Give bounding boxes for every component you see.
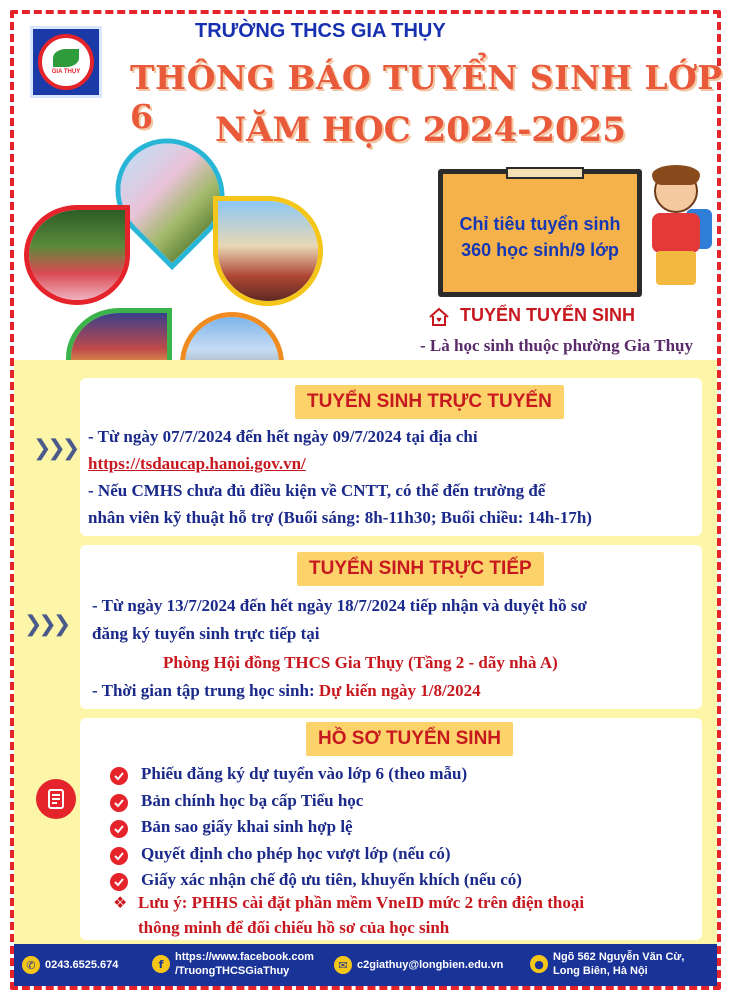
direct-location: Phòng Hội đồng THCS Gia Thụy (Tầng 2 - dãy nhà A) (163, 653, 558, 672)
registration-link[interactable]: https://tsdaucap.hanoi.gov.vn/ (88, 454, 306, 473)
check-icon (110, 767, 128, 785)
house-icon (428, 306, 450, 328)
email-icon: ✉ (334, 956, 352, 974)
online-support-line2: nhân viên kỹ thuật hỗ trợ (Buổi sáng: 8h-11h30; Buổi chiều: 14h-17h) (88, 508, 592, 527)
document-item: Quyết định cho phép học vượt lớp (nếu có) (141, 844, 451, 863)
direct-registration: đăng ký tuyển sinh trực tiếp tại (92, 624, 320, 643)
page-title: THÔNG BÁO TUYỂN SINH LỚP 6 (130, 58, 723, 136)
contact-footer (14, 944, 717, 986)
chevron-right-icon: ❯❯❯ (24, 612, 68, 637)
check-icon (110, 820, 128, 838)
gather-date: Dự kiến ngày 1/8/2024 (318, 681, 481, 700)
check-icon (110, 847, 128, 865)
document-item: Bản sao giấy khai sinh hợp lệ (141, 817, 353, 836)
footer-phone: ✆ 0243.6525.674 (22, 956, 118, 974)
footer-facebook[interactable]: f https://www.facebook.com /TruongTHCSGiaThuy (152, 950, 314, 978)
footer-email[interactable]: ✉ c2giathuy@longbien.edu.vn (334, 956, 503, 974)
school-name: TRƯỜNG THCS GIA THỤY (195, 20, 446, 42)
direct-heading: TUYỂN SINH TRỰC TIẾP (297, 552, 544, 586)
quota-value: 360 học sinh/9 lớp (461, 240, 619, 260)
documents-heading: HỒ SƠ TUYỂN SINH (306, 722, 513, 756)
online-support-line1: - Nếu CMHS chưa đủ điều kiện về CNTT, có thể đến trường để (88, 481, 546, 500)
note-icon: ❖ (113, 893, 128, 912)
document-item: Phiếu đăng ký dự tuyển vào lớp 6 (theo mẫu) (141, 764, 468, 783)
facebook-icon: f (152, 955, 170, 973)
note-line2: thông minh để đối chiếu hồ sơ của học sinh (138, 918, 450, 937)
school-logo: GIA THỤY (30, 26, 102, 98)
eligibility-text: - Là học sinh thuộc phường Gia Thụy (420, 336, 693, 355)
direct-dates: - Từ ngày 13/7/2024 đến hết ngày 18/7/2024 tiếp nhận và duyệt hồ sơ (92, 596, 587, 615)
photo-students-yard (213, 196, 323, 306)
document-icon (36, 779, 76, 819)
chevron-right-icon: ❯❯❯ (33, 436, 77, 461)
footer-address: ● Ngõ 562 Nguyễn Văn Cừ, Long Biên, Hà Nội (530, 950, 684, 978)
note-line1: Lưu ý: PHHS cài đặt phần mềm VneID mức 2 trên điện thoại (138, 893, 585, 912)
photo-performance (24, 205, 130, 305)
eligibility-title: TUYỂN TUYỂN SINH (460, 305, 636, 325)
online-dates: - Từ ngày 07/7/2024 đến hết ngày 09/7/2024 tại địa chỉ (88, 427, 478, 446)
gather-time (92, 681, 481, 701)
location-icon: ● (530, 955, 548, 973)
school-year: NĂM HỌC 2024-2025 (215, 110, 626, 150)
quota-label: Chỉ tiêu tuyển sinh (459, 214, 621, 234)
check-icon (110, 794, 128, 812)
document-item: Bản chính học bạ cấp Tiểu học (141, 791, 364, 810)
student-illustration (644, 165, 714, 290)
phone-icon: ✆ (22, 956, 40, 974)
check-icon (110, 873, 128, 891)
document-item: Giấy xác nhận chế độ ưu tiên, khuyến khích (nếu có) (141, 870, 522, 889)
online-heading: TUYỂN SINH TRỰC TUYẾN (295, 385, 564, 419)
gather-label: - Thời gian tập trung học sinh: (92, 681, 315, 700)
quota-board (438, 169, 642, 297)
